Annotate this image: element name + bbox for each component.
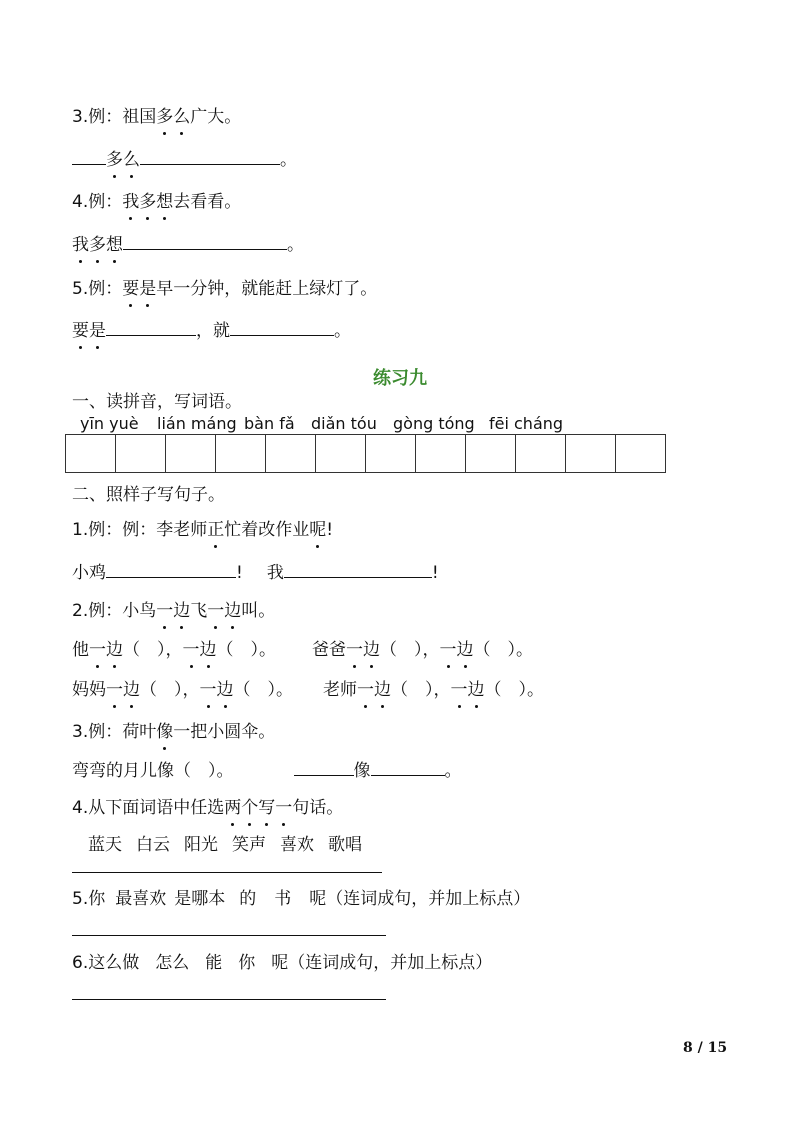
grid-cell[interactable] bbox=[566, 434, 616, 473]
grid-cell[interactable] bbox=[66, 434, 116, 473]
grid-cell[interactable] bbox=[366, 434, 416, 473]
pinyin-label: diǎn tóu bbox=[311, 414, 377, 433]
q5-prompt: 5.你 最喜欢 是哪本 的 书 呢（连词成句，并加上标点） bbox=[72, 889, 531, 909]
answer-blank[interactable] bbox=[230, 320, 334, 336]
grid-cell[interactable] bbox=[616, 434, 666, 473]
q3-prompt: 3.例：荷叶像一把小圆伞。 bbox=[72, 722, 276, 742]
example-4-prompt: 4.例：我多想去看看。 bbox=[72, 192, 242, 212]
q4-writing-line[interactable] bbox=[72, 872, 382, 873]
grid-cell[interactable] bbox=[116, 434, 166, 473]
pinyin-label: lián máng bbox=[157, 414, 237, 433]
q3-answer-line: 弯弯的月儿像（ ）。 像 。 bbox=[72, 761, 462, 781]
pinyin-label: gòng tóng bbox=[393, 414, 475, 433]
answer-blank[interactable] bbox=[123, 234, 287, 250]
example-5-answer-line: 要是 ，就 。 bbox=[72, 321, 351, 341]
q6-writing-line[interactable] bbox=[72, 999, 386, 1000]
pinyin-label: bàn fǎ bbox=[244, 414, 295, 433]
example-3-answer-line: 多么 。 bbox=[72, 149, 297, 171]
grid-cell[interactable] bbox=[516, 434, 566, 473]
q4-prompt: 4.从下面词语中任选两个写一句话。 bbox=[72, 798, 344, 818]
writing-grid bbox=[65, 434, 666, 473]
q2-line-1: 他一边（ ），一边（ ）。 爸爸一边（ ），一边（ ）。 bbox=[72, 640, 533, 660]
grid-cell[interactable] bbox=[216, 434, 266, 473]
q2-prompt: 2.例：小鸟一边飞一边叫。 bbox=[72, 601, 276, 621]
q2-line-2: 妈妈一边（ ），一边（ ）。 老师一边（ ），一边（ ）。 bbox=[72, 680, 544, 700]
answer-blank[interactable] bbox=[72, 149, 106, 165]
q1-answer-line: 小鸡 ! 我 ! bbox=[72, 563, 439, 583]
grid-cell[interactable] bbox=[416, 434, 466, 473]
grid-cell[interactable] bbox=[316, 434, 366, 473]
q5-writing-line[interactable] bbox=[72, 935, 386, 936]
answer-blank[interactable] bbox=[284, 562, 432, 578]
section-title: 练习九 bbox=[373, 368, 427, 389]
q4-word-bank: 蓝天 白云 阳光 笑声 喜欢 歌唱 bbox=[88, 835, 362, 855]
example-5-prompt: 5.例：要是早一分钟，就能赶上绿灯了。 bbox=[72, 279, 378, 299]
answer-blank[interactable] bbox=[106, 320, 196, 336]
q1-prompt: 1.例：例：李老师正忙着改作业呢! bbox=[72, 520, 334, 540]
part1-heading: 一、读拼音，写词语。 bbox=[72, 392, 242, 412]
example-3-prompt: 3.例：祖国多么广大。 bbox=[72, 107, 242, 127]
answer-blank[interactable] bbox=[294, 760, 354, 776]
grid-cell[interactable] bbox=[266, 434, 316, 473]
answer-blank[interactable] bbox=[106, 562, 236, 578]
answer-blank[interactable] bbox=[371, 760, 445, 776]
answer-blank[interactable] bbox=[140, 149, 280, 165]
page-number: 8 / 15 bbox=[683, 1040, 728, 1056]
example-4-answer-line: 我多想 。 bbox=[72, 235, 304, 255]
pinyin-label: fēi cháng bbox=[489, 414, 564, 433]
grid-cell[interactable] bbox=[166, 434, 216, 473]
grid-cell[interactable] bbox=[466, 434, 516, 473]
part2-heading: 二、照样子写句子。 bbox=[72, 485, 225, 505]
pinyin-label: yīn yuè bbox=[80, 414, 139, 433]
q6-prompt: 6.这么做 怎么 能 你 呢（连词成句，并加上标点） bbox=[72, 953, 493, 973]
